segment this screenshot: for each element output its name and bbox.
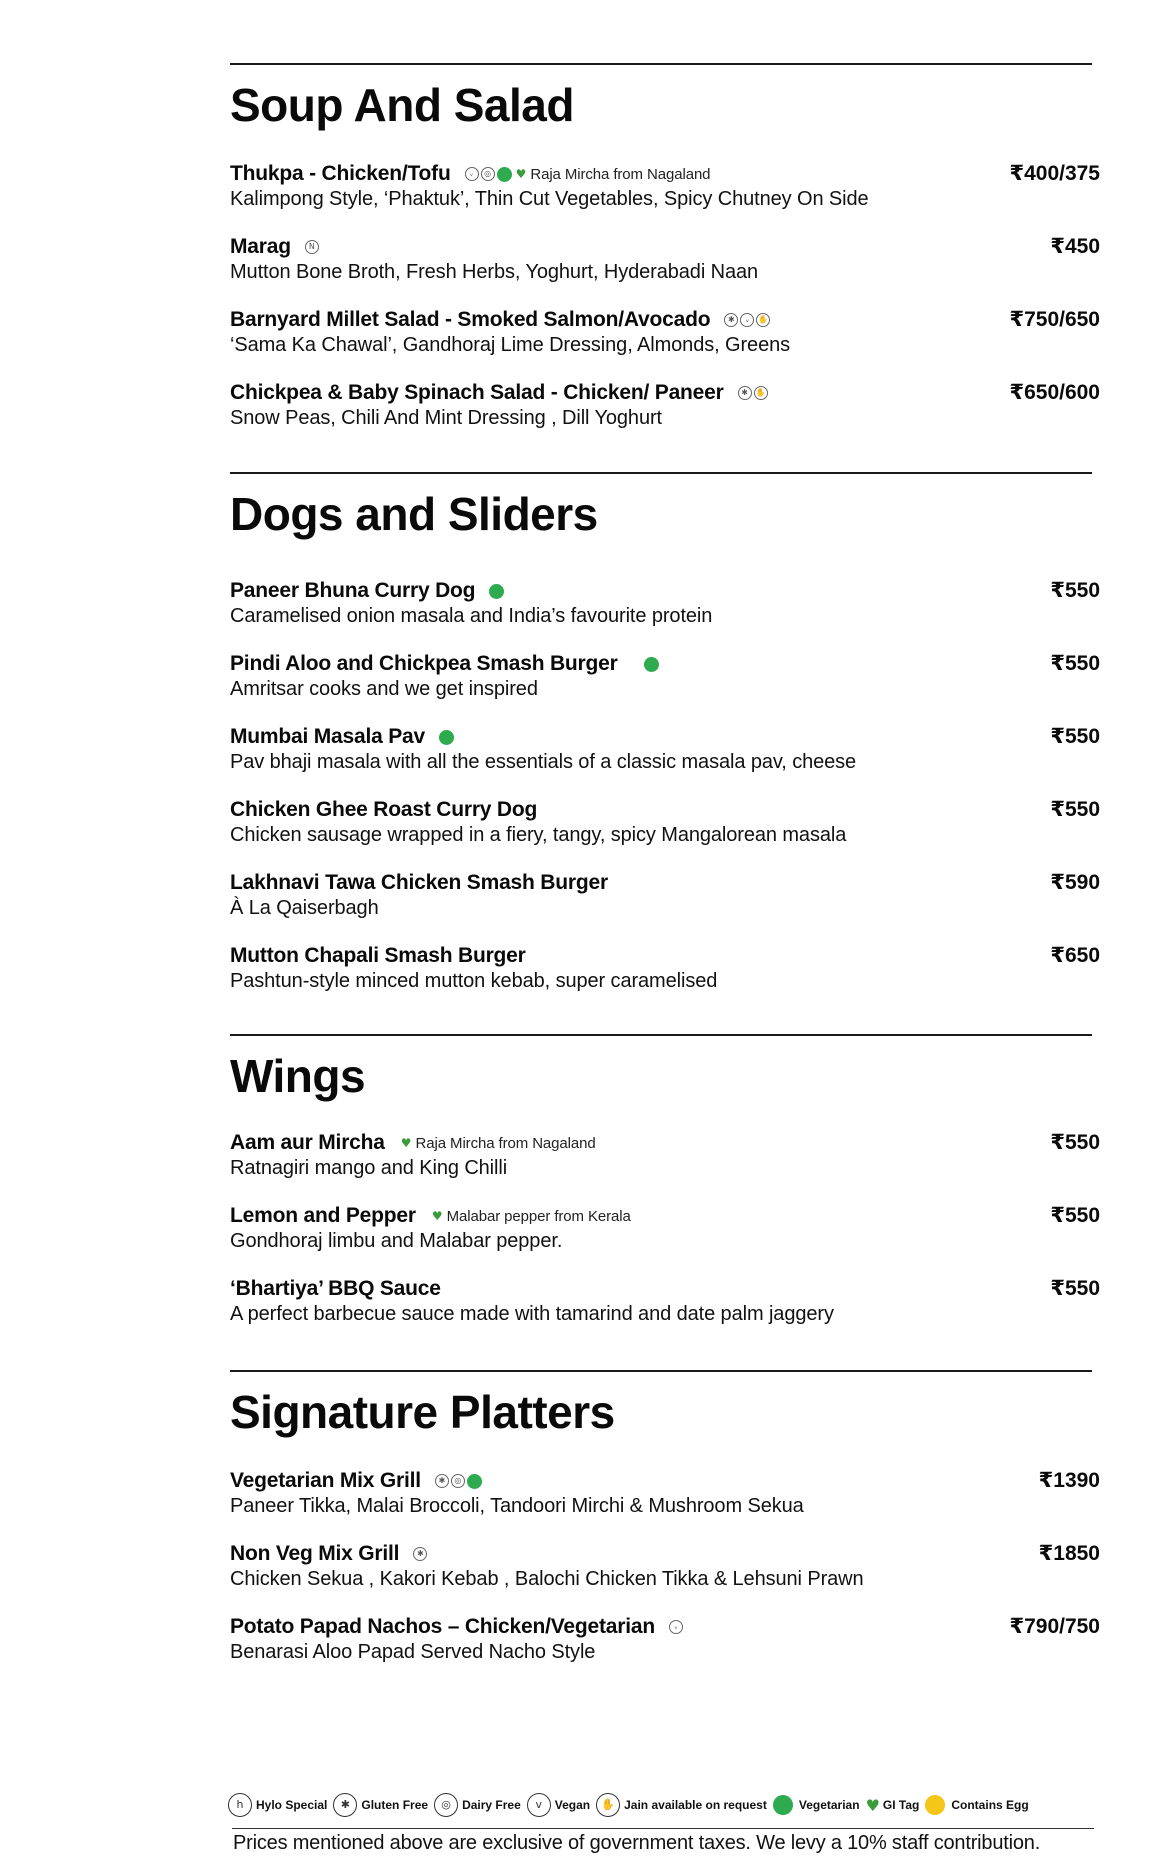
item-description: Benarasi Aloo Papad Served Nacho Style [230,1641,596,1663]
dairy-free-icon: ◎ [434,1793,458,1817]
item-price: ₹750/650 [1009,308,1100,331]
item-price: ₹400/375 [1009,162,1100,185]
item-description: Ratnagiri mango and King Chilli [230,1157,508,1179]
section-title: Dogs and Sliders [230,488,598,540]
item-icons [439,730,454,745]
legend-gi-tag: ♥ GI Tag [865,1795,920,1815]
gluten-free-icon: ✱ [413,1547,427,1561]
item-list [230,1468,1100,1687]
item-note: Malabar pepper from Kerala [446,1207,631,1225]
item-price: ₹1390 [1038,1469,1100,1492]
item-price: ₹550 [1050,725,1100,748]
item-description: Chicken Sekua , Kakori Kebab , Balochi Chicken Tikka & Lehsuni Prawn [230,1568,864,1590]
item-icons [738,386,768,400]
footer-divider [232,1828,1094,1829]
item-price: ₹790/750 [1009,1615,1100,1638]
section-divider [230,1370,1092,1372]
section-divider [230,1034,1092,1036]
section-soup-and-salad [230,63,1100,453]
menu-item [230,724,1100,797]
item-name: Barnyard Millet Salad - Smoked Salmon/Avocado [230,308,711,331]
tax-disclaimer: Prices mentioned above are exclusive of government taxes. We levy a 10% staff contribution. [233,1832,1041,1854]
jain-icon: ✋ [596,1793,620,1817]
item-icons [489,584,504,599]
menu-item [230,943,1100,1016]
item-name: ‘Bhartiya’ BBQ Sauce [230,1277,441,1300]
item-name: Chickpea & Baby Spinach Salad - Chicken/ Paneer [230,381,724,404]
dairy-free-icon: ◎ [481,167,495,181]
section-title: Signature Platters [230,1386,615,1438]
item-price: ₹550 [1050,1277,1100,1300]
item-name: Potato Papad Nachos – Chicken/Vegetarian [230,1615,655,1638]
menu-item [230,307,1100,380]
menu-item [230,1614,1100,1687]
item-price: ₹550 [1050,652,1100,675]
item-description: Paneer Tikka, Malai Broccoli, Tandoori Mirchi & Mushroom Sekua [230,1495,804,1517]
item-price: ₹650 [1050,944,1100,967]
item-name: Lemon and Pepper [230,1204,416,1227]
item-price: ₹550 [1050,1131,1100,1154]
item-name: Paneer Bhuna Curry Dog [230,579,476,602]
item-icons [724,313,770,327]
gluten-free-icon: ✱ [724,313,738,327]
item-description: Snow Peas, Chili And Mint Dressing , Dill Yoghurt [230,407,662,429]
item-name: Lakhnavi Tawa Chicken Smash Burger [230,871,608,894]
section-divider [230,472,1092,474]
item-description: Pav bhaji masala with all the essentials of a classic masala pav, cheese [230,751,857,773]
vegan-icon: ᵥ [740,313,754,327]
menu-item [230,161,1100,234]
section-signature-platters [230,1370,1100,1687]
menu-item [230,1468,1100,1541]
item-icons [435,1474,482,1489]
item-icons [465,167,527,182]
item-description: Pashtun-style minced mutton kebab, super caramelised [230,970,718,992]
item-description: Mutton Bone Broth, Fresh Herbs, Yoghurt, Hyderabadi Naan [230,261,759,283]
menu-item [230,1130,1100,1203]
section-wings [230,1034,1100,1349]
egg-dot-icon [925,1795,945,1815]
item-icons [305,240,319,254]
vegetarian-dot-icon [439,730,454,745]
item-description: A perfect barbecue sauce made with tamarind and date palm jaggery [230,1303,834,1325]
item-icons [644,657,659,672]
gluten-free-icon: ✱ [333,1793,357,1817]
menu-item [230,651,1100,724]
dietary-legend [228,1790,1096,1820]
legend-hylo-special: h Hylo Special [228,1793,327,1817]
jain-icon: ✋ [754,386,768,400]
item-note: Raja Mircha from Nagaland [415,1134,596,1152]
item-price: ₹550 [1050,1204,1100,1227]
gi-tag-icon: ♥ [515,167,527,181]
item-description: Amritsar cooks and we get inspired [230,678,538,700]
item-name: Thukpa - Chicken/Tofu [230,162,451,185]
item-name: Chicken Ghee Roast Curry Dog [230,798,538,821]
jain-icon: ✋ [756,313,770,327]
item-description: Gondhoraj limbu and Malabar pepper. [230,1230,563,1252]
item-price: ₹550 [1050,798,1100,821]
item-name: Pindi Aloo and Chickpea Smash Burger [230,652,618,675]
legend-jain: ✋ Jain available on request [596,1793,767,1817]
item-description: Caramelised onion masala and India’s favourite protein [230,605,713,627]
item-note: Raja Mircha from Nagaland [530,165,711,183]
section-title: Wings [230,1050,366,1102]
item-price: ₹1850 [1038,1542,1100,1565]
item-icons [669,1620,683,1634]
item-price: ₹650/600 [1009,381,1100,404]
legend-vegetarian: Vegetarian [773,1795,860,1815]
vegan-icon: ᵥ [465,167,479,181]
menu-item [230,578,1100,651]
legend-contains-egg: Contains Egg [925,1795,1028,1815]
item-name: Aam aur Mircha [230,1131,385,1154]
legend-vegan: v Vegan [527,1793,590,1817]
item-icons [430,1209,443,1223]
item-list [230,578,1100,1016]
hylo-special-icon: N [305,240,319,254]
item-description: Chicken sausage wrapped in a fiery, tangy, spicy Mangalorean masala [230,824,847,846]
vegetarian-dot-icon [773,1795,793,1815]
gi-tag-icon: ♥ [400,1136,412,1150]
item-name: Vegetarian Mix Grill [230,1469,421,1492]
item-icons [413,1547,427,1561]
dairy-free-icon: ◎ [451,1474,465,1488]
item-list [230,161,1100,453]
item-description: ‘Sama Ka Chawal’, Gandhoraj Lime Dressing, Almonds, Greens [230,334,791,356]
menu-item [230,1276,1100,1349]
menu-item [230,380,1100,453]
legend-gluten-free: ✱ Gluten Free [333,1793,428,1817]
gluten-free-icon: ✱ [738,386,752,400]
vegan-icon: v [527,1793,551,1817]
gluten-free-icon: ✱ [435,1474,449,1488]
item-name: Marag [230,235,291,258]
vegan-icon: ᵥ [669,1620,683,1634]
item-name: Mumbai Masala Pav [230,725,426,748]
item-price: ₹450 [1050,235,1100,258]
item-list [230,1130,1100,1349]
vegetarian-dot-icon [497,167,512,182]
item-price: ₹550 [1050,579,1100,602]
gi-tag-icon: ♥ [431,1209,443,1223]
vegetarian-dot-icon [467,1474,482,1489]
item-description: À La Qaiserbagh [230,897,379,919]
section-title: Soup And Salad [230,79,574,131]
legend-dairy-free: ◎ Dairy Free [434,1793,521,1817]
menu-item [230,1203,1100,1276]
vegetarian-dot-icon [489,584,504,599]
section-divider [230,63,1092,65]
item-name: Non Veg Mix Grill [230,1542,400,1565]
item-price: ₹590 [1050,871,1100,894]
item-name: Mutton Chapali Smash Burger [230,944,526,967]
menu-item [230,234,1100,307]
menu-item [230,870,1100,943]
gi-tag-icon: ♥ [865,1795,880,1815]
vegetarian-dot-icon [644,657,659,672]
menu-item [230,1541,1100,1614]
menu-item [230,797,1100,870]
section-dogs-and-sliders [230,472,1100,1016]
item-icons [399,1136,412,1150]
item-description: Kalimpong Style, ‘Phaktuk’, Thin Cut Vegetables, Spicy Chutney On Side [230,188,869,210]
hylo-special-icon: h [228,1793,252,1817]
